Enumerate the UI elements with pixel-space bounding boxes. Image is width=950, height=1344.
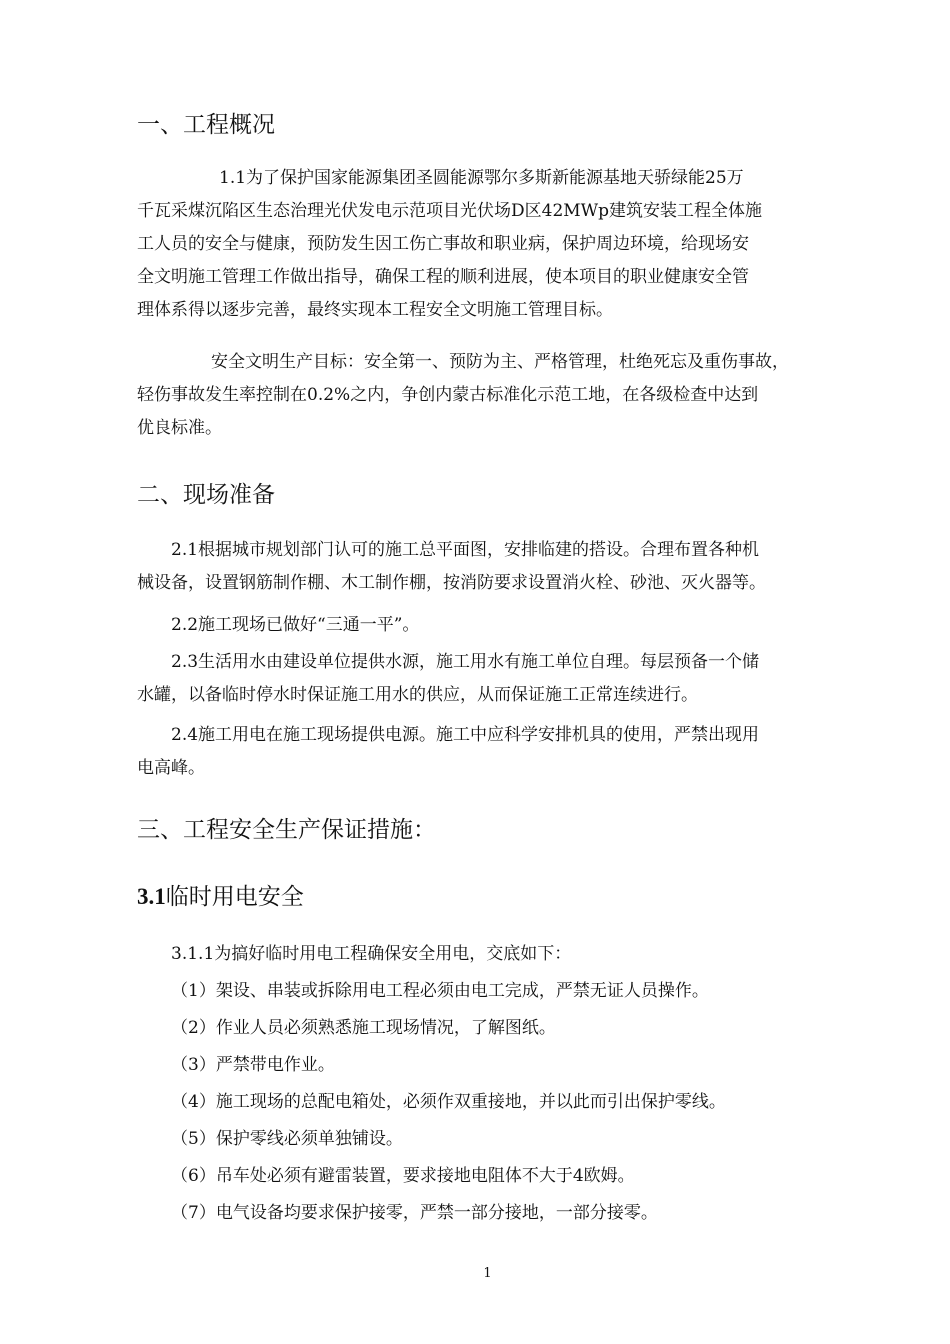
text-line: 轻伤事故发生率控制在0.2%之内，争创内蒙古标准化示范工地，在各级检查中达到 (137, 385, 759, 405)
text-line: 2.4施工用电在施工现场提供电源。施工中应科学安排机具的使用，严禁出现用 (171, 725, 760, 745)
text-line: 械设备，设置钢筋制作棚、木工制作棚，按消防要求设置消火栓、砂池、灭火器等。 (137, 573, 766, 593)
text-line: 2.1根据城市规划部门认可的施工总平面图，安排临建的搭设。合理布置各种机 (171, 540, 760, 560)
page-number: 1 (483, 1266, 492, 1281)
section-2-paragraph-4 (137, 719, 837, 785)
text-line: 2.3生活用水由建设单位提供水源，施工用水有施工单位自理。每层预备一个储 (171, 652, 760, 672)
section-1-paragraph-1 (137, 162, 837, 327)
list-item: （4）施工现场的总配电箱处，必须作双重接地，并以此而引出保护零线。 (171, 1092, 726, 1112)
text-line: 优良标准。 (137, 418, 222, 438)
list-item: （2）作业人员必须熟悉施工现场情况，了解图纸。 (171, 1018, 556, 1038)
text-line: 安全文明生产目标：安全第一、预防为主、严格管理，杜绝死忘及重伤事故， (211, 352, 789, 372)
list-item: （6）吊车处必须有避雷装置，要求接地电阻体不大于4欧姆。 (171, 1166, 635, 1186)
section-2-paragraph-2 (137, 609, 837, 642)
text-line: 水罐，以备临时停水时保证施工用水的供应，从而保证施工正常连续进行。 (137, 685, 698, 705)
subsection-3-1-intro: 3.1.1为搞好临时用电工程确保安全用电，交底如下： (171, 944, 572, 964)
section-2-title: 二、现场准备 (137, 482, 275, 508)
subsection-number: 3.1 (137, 884, 166, 909)
text-line: 千瓦采煤沉陷区生态治理光伏发电示范项目光伏场D区42MWp建筑安装工程全体施 (137, 201, 763, 221)
list-item: （1）架设、串装或拆除用电工程必须由电工完成，严禁无证人员操作。 (171, 981, 709, 1001)
subsection-title-text: 临时用电安全 (165, 884, 304, 910)
text-line: 1.1为了保护国家能源集团圣圆能源鄂尔多斯新能源基地天骄绿能25万 (219, 168, 744, 188)
list-item: （5）保护零线必须单独铺设。 (171, 1129, 403, 1149)
section-2-paragraph-1 (137, 534, 837, 600)
text-line: 理体系得以逐步完善，最终实现本工程安全文明施工管理目标。 (137, 300, 613, 320)
section-2-paragraph-3 (137, 646, 837, 712)
text-line: 全文明施工管理工作做出指导，确保工程的顺利进展，使本项目的职业健康安全管 (137, 267, 749, 287)
section-3-title: 三、工程安全生产保证措施： (137, 817, 436, 843)
text-line: 2.2施工现场已做好“三通一平”。 (171, 615, 420, 635)
section-1-title: 一、工程概况 (137, 112, 275, 138)
subsection-3-1-title (137, 882, 304, 912)
list-item: （3）严禁带电作业。 (171, 1055, 335, 1075)
text-line: 电高峰。 (137, 758, 205, 778)
text-line: 工人员的安全与健康，预防发生因工伤亡事故和职业病，保护周边环境，给现场安 (137, 234, 749, 254)
list-item: （7）电气设备均要求保护接零，严禁一部分接地，一部分接零。 (171, 1203, 658, 1223)
section-1-paragraph-2 (137, 346, 837, 445)
